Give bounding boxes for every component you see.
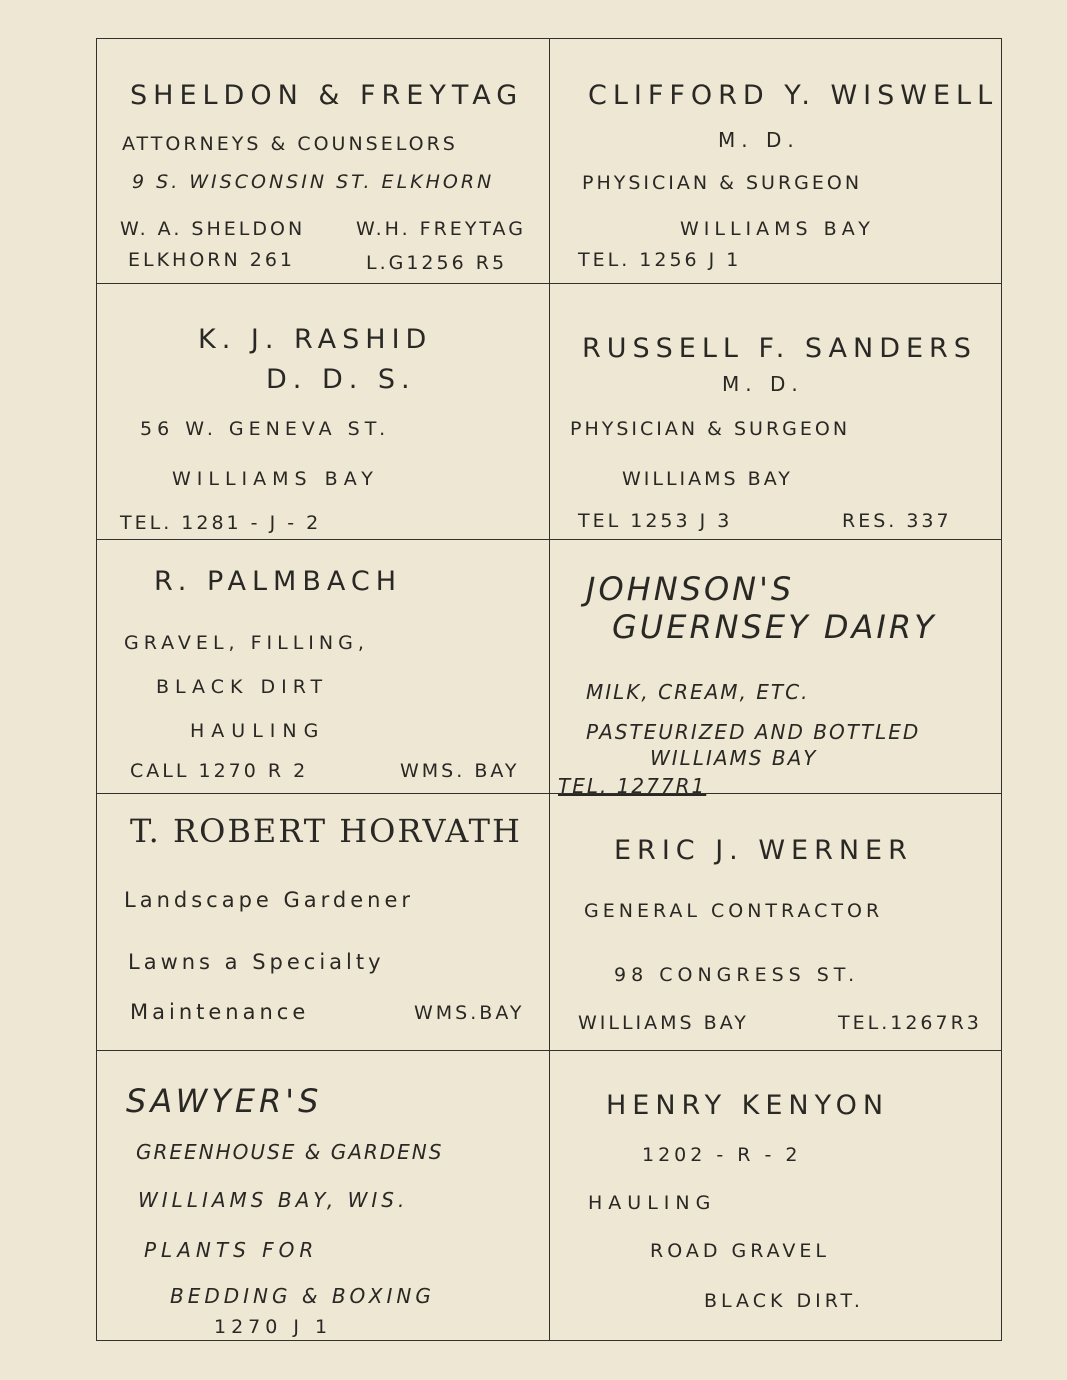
credential: M. D. [718,128,800,152]
business-name: SHELDON & FREYTAG [130,80,524,111]
column-divider [96,38,97,1341]
credential: M. D. [722,372,804,396]
service: Maintenance [130,1000,310,1024]
tagline: Lawns a Specialty [128,950,385,974]
phone-number: CALL 1270 R 2 [130,760,309,782]
location: WILLIAMS BAY [622,468,793,490]
business-description: ATTORNEYS & COUNSELORS [122,133,458,155]
business-description: PHYSICIAN & SURGEON [582,172,863,194]
business-name: HENRY KENYON [606,1090,890,1121]
residence-phone: RES. 337 [842,510,952,532]
business-description: Landscape Gardener [124,888,415,912]
business-name: R. PALMBACH [154,566,402,597]
business-name-continued: GUERNSEY DAIRY [612,608,937,646]
location: WMS. BAY [400,760,520,782]
business-name: T. ROBERT HORVATH [130,812,522,850]
phone-number: TEL. 1281 - J - 2 [120,512,322,534]
products: MILK, CREAM, ETC. [586,680,810,704]
phone-number: TEL. 1277R1 [558,774,707,798]
business-name: ERIC J. WERNER [614,835,913,866]
partner-name: W.H. FREYTAG [356,218,526,240]
products: PLANTS FOR [144,1238,319,1262]
business-description: PHYSICIAN & SURGEON [570,418,851,440]
partner-name: W. A. SHELDON [120,218,306,240]
business-description: GREENHOUSE & GARDENS [136,1140,444,1164]
business-name: CLIFFORD Y. WISWELL [588,80,999,111]
phone-number: TEL.1267R3 [838,1012,982,1034]
business-description: GENERAL CONTRACTOR [584,900,884,922]
location: WMS.BAY [414,1002,525,1024]
service: BLACK DIRT [156,676,329,698]
phone-number: TEL 1253 J 3 [578,510,733,532]
phone-number: 1270 J 1 [214,1316,333,1338]
business-name: RUSSELL F. SANDERS [582,333,977,364]
phone-number: L.G1256 R5 [366,252,508,274]
location: WILLIAMS BAY [680,218,875,240]
location: WILLIAMS BAY [172,468,379,490]
business-name: SAWYER'S [126,1082,323,1120]
address: 98 CONGRESS ST. [614,964,860,986]
location: WILLIAMS BAY, WIS. [138,1188,409,1212]
phone-number: TEL. 1256 J 1 [578,249,742,271]
service: HAULING [190,720,326,742]
service: BLACK DIRT. [704,1290,864,1312]
service: GRAVEL, FILLING, [124,632,369,654]
column-divider [1001,38,1002,1341]
column-divider [549,38,550,1341]
location: WILLIAMS BAY [578,1012,749,1034]
business-name: K. J. RASHID [198,324,433,355]
service: ROAD GRAVEL [650,1240,831,1262]
business-name: JOHNSON'S [586,570,795,608]
products: PASTEURIZED AND BOTTLED [586,720,921,744]
credential: D. D. S. [266,364,416,395]
service: HAULING [588,1192,717,1214]
phone-number: 1202 - R - 2 [642,1144,802,1166]
location: WILLIAMS BAY [650,746,818,770]
address: 56 W. GENEVA ST. [140,418,391,440]
products: BEDDING & BOXING [170,1284,435,1308]
address: 9 S. WISCONSIN ST. ELKHORN [132,171,495,193]
phone-number: ELKHORN 261 [128,249,296,271]
